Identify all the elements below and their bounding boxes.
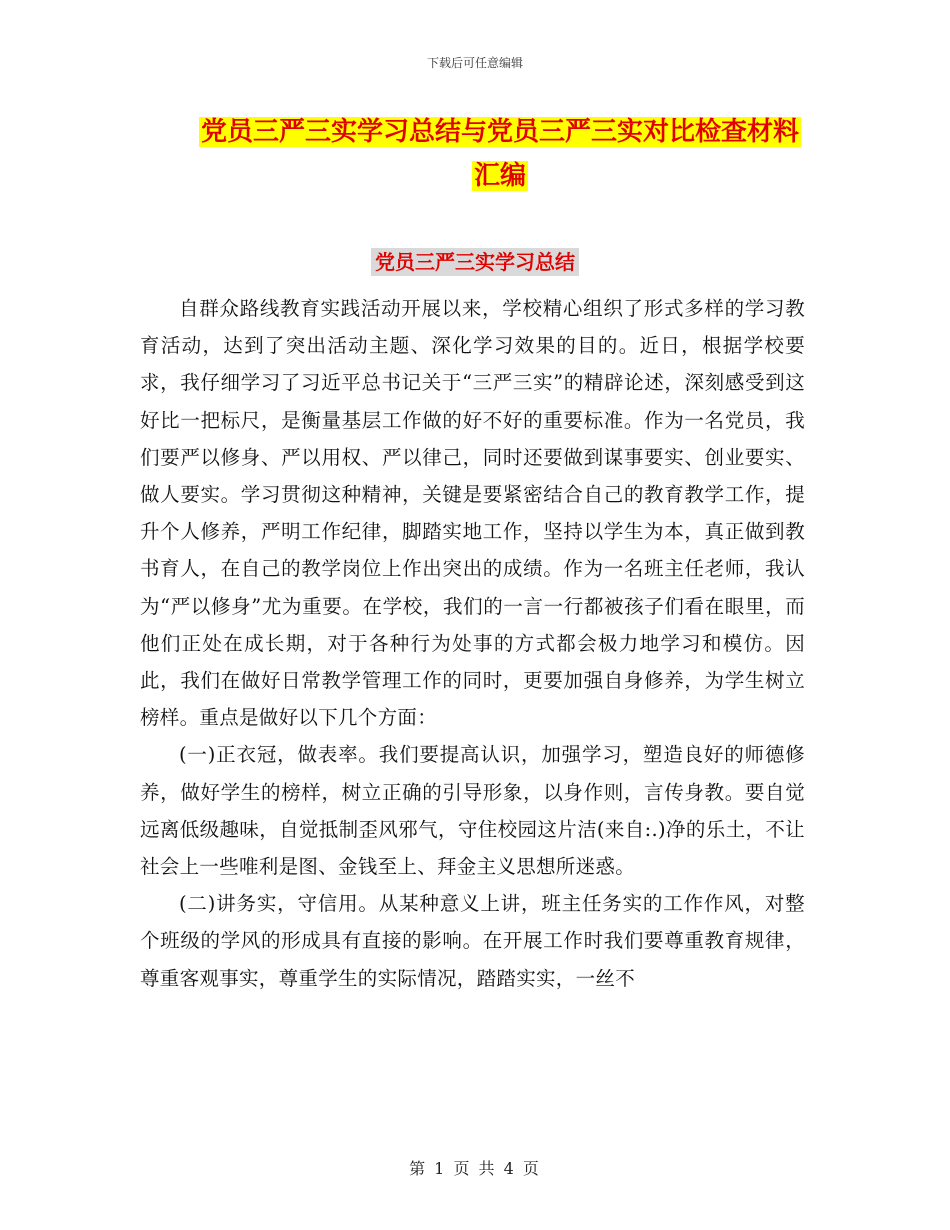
header-note: 下载后可任意编辑 [426, 56, 523, 70]
paragraph-intro: 自群众路线教育实践活动开展以来，学校精心组织了形式多样的学习教育活动，达到了突出活动主题、深化学习效果的目的。近日，根据学校要求，我仔细学习了习近平总书记关于“三严三实”的精辟论述，深刻感受到这好比一把标尺，是衡量基层工作做的好不好的重要标准。作为一名党员，我们要严以修身、严以用权、严以律己，同时还要做到谋事要实、创业要实、做人要实。学习贯彻这种精神，关键是要紧密结合自己的教育教学工作，提升个人修养，严明工作纪律，脚踏实地工作，坚持以学生为本，真正做到教书育人，在自己的教学岗位上作出突出的成绩。作为一名班主任老师，我认为“严以修身”尤为重要。在学校，我们的一言一行都被孩子们看在眼里，而他们正处在成长期，对于各种行为处事的方式都会极力地学习和模仿。因此，我们在做好日常教学管理工作的同时，更要加强自身修养，为学生树立榜样。重点是做好以下几个方面： [140, 297, 805, 730]
page-footer: 第 1 页 共 4 页 [409, 1159, 541, 1178]
body-content [140, 290, 805, 997]
paragraph-point-1: (一)正衣冠，做表率。我们要提高认识，加强学习，塑造良好的师德修养，做好学生的榜样，树立正确的引导形象，以身作则，言传身教。要自觉远离低级趣味，自觉抵制歪风邪气，守住校园这片洁(来自:.)净的乐土，不让社会上一些唯利是图、金钱至上、拜金主义思想所迷惑。 [140, 743, 805, 879]
document-title-text-2: 汇编 [473, 161, 526, 191]
document-title-text-1: 党员三严三实学习总结与党员三严三实对比检查材料 [200, 117, 799, 147]
paragraph-point-2: (二)讲务实，守信用。从某种意义上讲，班主任务实的工作作风，对整个班级的学风的形成具有直接的影响。在开展工作时我们要尊重教育规律，尊重客观事实，尊重学生的实际情况，踏踏实实，一丝不 [140, 892, 805, 990]
document-title-line-2 [140, 152, 860, 200]
section-title [0, 244, 950, 280]
document-title-line-1 [140, 108, 860, 156]
section-title-text: 党员三严三实学习总结 [371, 248, 579, 276]
